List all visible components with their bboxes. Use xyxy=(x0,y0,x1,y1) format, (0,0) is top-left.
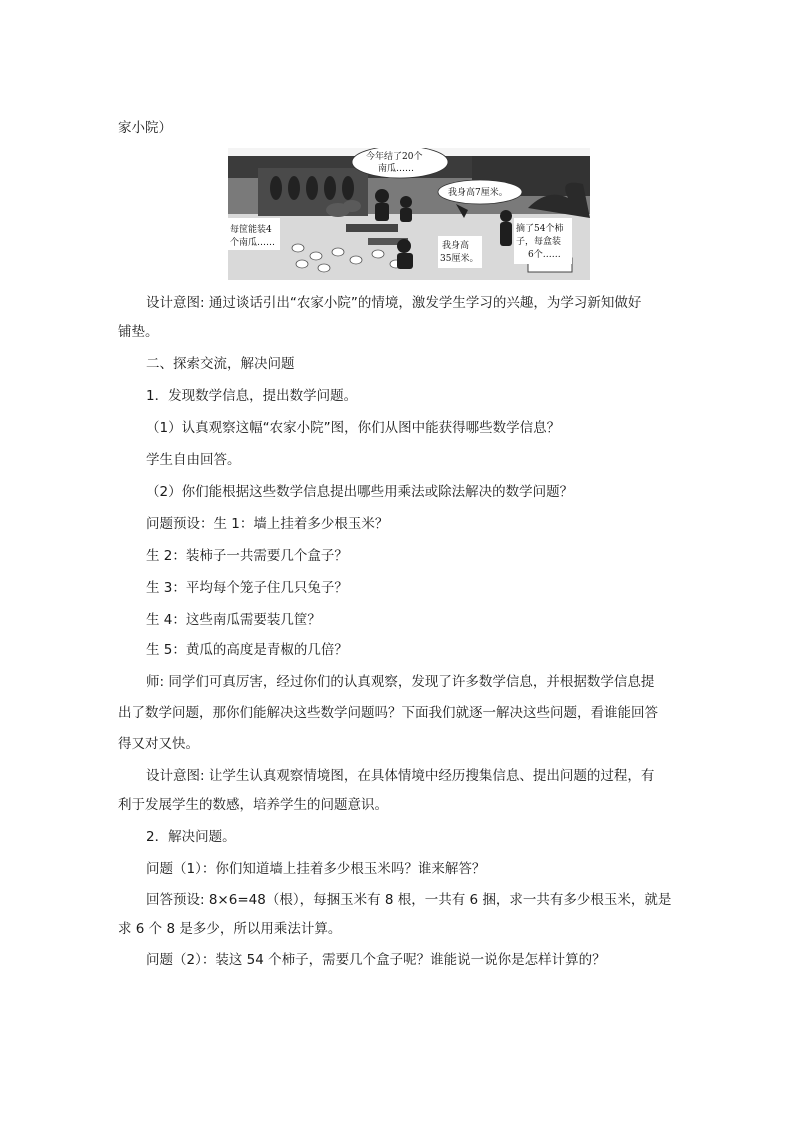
text-line-3: 铺垫。 xyxy=(118,324,159,340)
text-line-12: 生 4：这些南瓜需要装几筐？ xyxy=(146,612,321,628)
text-line-22: 求 6 个 8 是多少，所以用乘法计算。 xyxy=(118,921,342,937)
text-line-6: （1）认真观察这幅“农家小院”图，你们从图中能获得哪些数学信息？ xyxy=(146,420,561,436)
bubble-low-line-1: 我身高 xyxy=(442,241,470,251)
bubble-left-line-1: 每筐能装4 xyxy=(230,225,272,235)
text-line-7: 学生自由回答。 xyxy=(146,452,241,468)
text-line-2: 设计意图: 通过谈话引出“农家小院”的情境，激发学生学习的兴趣，为学习新知做好 xyxy=(146,295,642,311)
bubble-left-line-2: 个南瓜…… xyxy=(230,238,276,248)
text-line-16: 得又对又快。 xyxy=(118,736,199,752)
text-line-8: （2）你们能根据这些数学信息提出哪些用乘法或除法解决的数学问题？ xyxy=(146,484,574,500)
text-line-21: 回答预设: 8×6=48（根），每捆玉米有 8 根，一共有 6 捆，求一共有多少根玉米，就是 xyxy=(146,892,672,908)
bubble-low-line-2: 35厘米。 xyxy=(440,254,479,264)
text-line-11: 生 3：平均每个笼子住几只兔子？ xyxy=(146,580,348,596)
bubble-mid-line: 我身高7厘米。 xyxy=(448,188,508,198)
bubble-right-line-3: 6个…… xyxy=(528,250,561,260)
bubble-right-line-1: 摘了54个柿 xyxy=(516,224,564,234)
bubble-right-line-2: 子，每盒装 xyxy=(516,237,562,247)
bubble-top-line-1: 今年结了20个 xyxy=(366,152,423,162)
text-line-17: 设计意图: 让学生认真观察情境图，在具体情境中经历搜集信息、提出问题的过程，有 xyxy=(146,768,655,784)
farmyard-illustration xyxy=(228,148,590,280)
subheading-1: 1．发现数学信息，提出数学问题。 xyxy=(146,388,358,404)
text-line-23: 问题（2）：装这 54 个柿子，需要几个盒子呢？谁能说一说你是怎样计算的？ xyxy=(146,952,606,968)
bubble-top-line-2: 南瓜…… xyxy=(378,164,415,174)
text-line-9: 问题预设：生 1：墙上挂着多少根玉米？ xyxy=(146,516,389,532)
text-line-1: 家小院） xyxy=(118,120,172,136)
text-line-18: 利于发展学生的数感，培养学生的问题意识。 xyxy=(118,797,388,813)
text-line-20: 问题（1）：你们知道墙上挂着多少根玉米吗？谁来解答？ xyxy=(146,861,486,877)
farmyard-scene-icon xyxy=(228,148,590,280)
text-line-15: 出了数学问题，那你们能解决这些数学问题吗？下面我们就逐一解决这些问题，看谁能回答 xyxy=(118,705,658,721)
text-line-13: 生 5：黄瓜的高度是青椒的几倍？ xyxy=(146,642,348,658)
text-line-10: 生 2：装柿子一共需要几个盒子？ xyxy=(146,548,348,564)
subheading-2: 2．解决问题。 xyxy=(146,829,236,845)
text-line-14: 师: 同学们可真厉害，经过你们的认真观察，发现了许多数学信息，并根据数学信息提 xyxy=(146,674,655,690)
section-heading-explore: 二、探索交流，解决问题 xyxy=(146,356,295,372)
